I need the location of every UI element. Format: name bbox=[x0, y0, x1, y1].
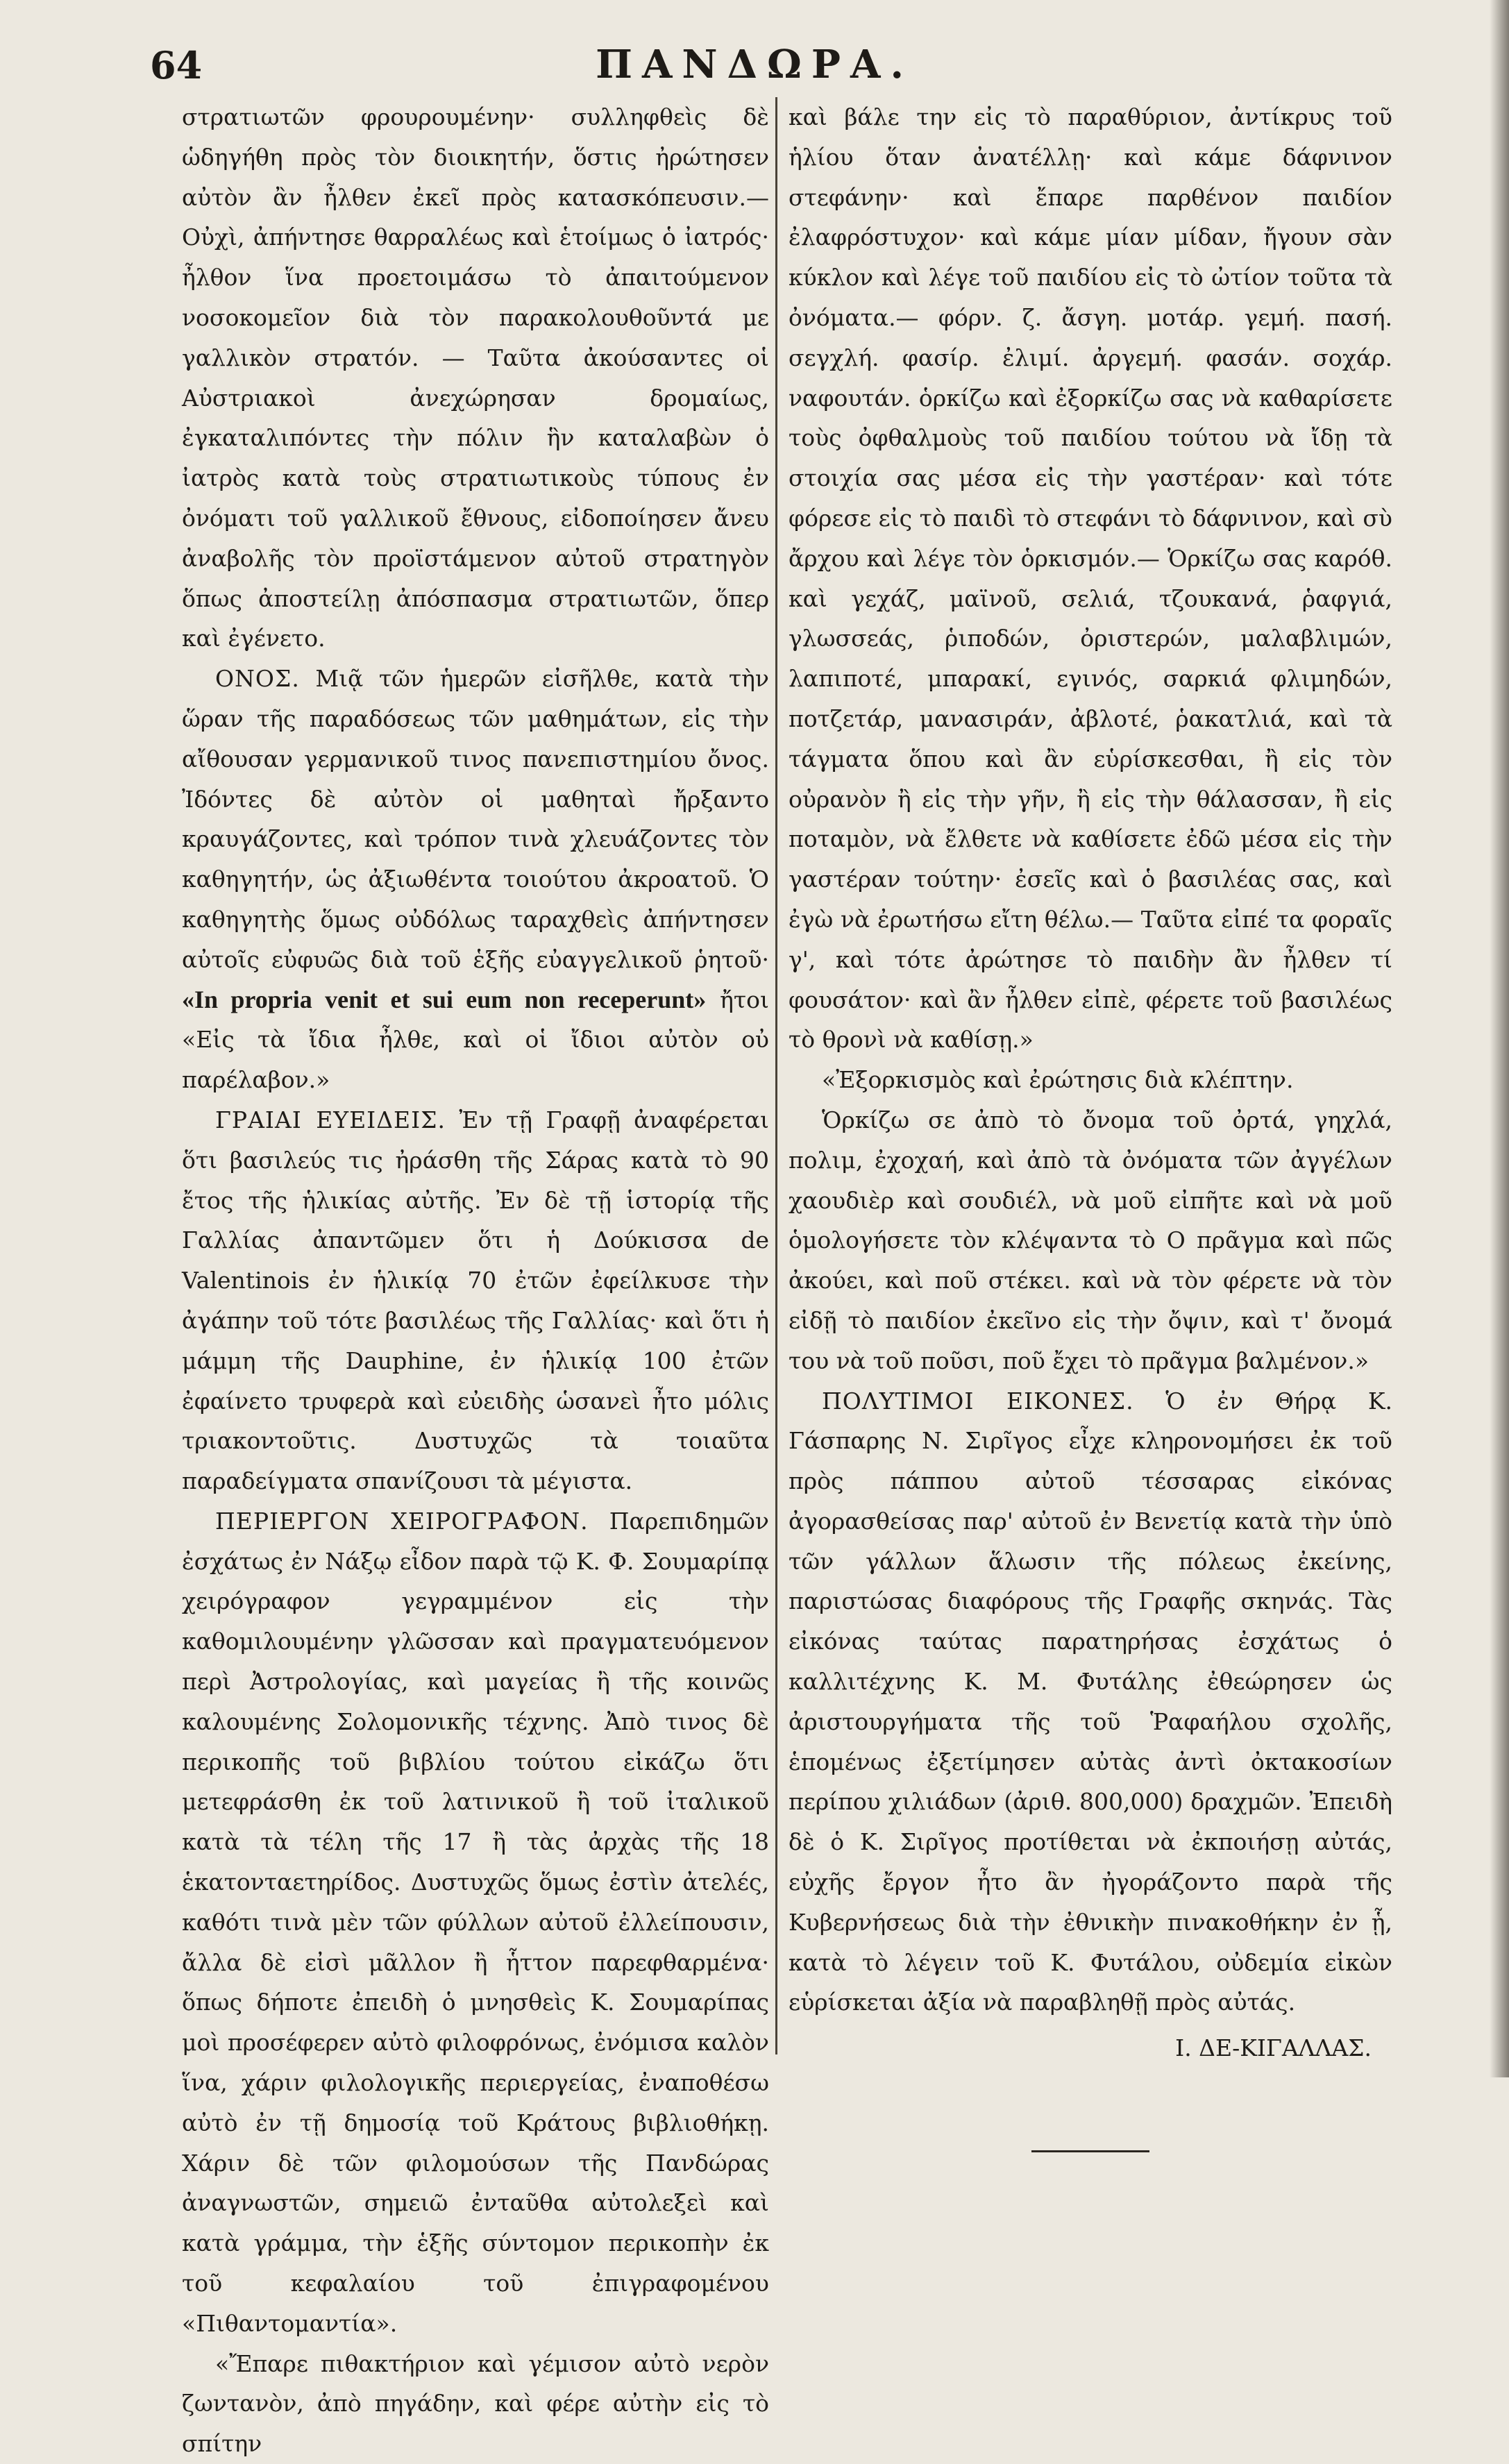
right-column bbox=[789, 97, 1392, 2062]
page-number: 64 bbox=[150, 43, 203, 87]
article-text: στρατιωτῶν φρουρουμένην· συλληφθεὶς δὲ ὡδηγήθη πρὸς τὸν διοικητήν, ὅστις ἠρώτησεν αὐτὸν ἂν ἦλθεν ἐκεῖ πρὸς κατασκόπευσιν.— Οὐχὶ, ἀπήντησε θαρραλέως καὶ ἑτοίμως ὁ ἰατρός· ἦλθον ἵνα προετοιμάσω τὸ ἀπαιτούμενον νοσοκομεῖον διὰ τὸν παρακολουθοῦντά με γαλλικὸν στρατόν. — Ταῦτα ἀκούσαντες οἱ Αὐστριακοὶ ἀνεχώρησαν δρομαίως, ἐγκαταλιπόντες τὴν πόλιν ἣν καταλαβὼν ὁ ἰατρὸς κατὰ τοὺς στρατιωτικοὺς τύπους ἐν ὀνόματι τοῦ γαλλικοῦ ἔθνους, εἰδοποίησεν ἄνευ ἀναβολῆς τὸν προϊστάμενον αὐτοῦ στρατηγὸν ὅπως ἀποστείλῃ ἀπόσπασμα στρατιωτῶν, ὅπερ καὶ ἐγένετο. bbox=[182, 103, 769, 652]
article-graiai bbox=[182, 1100, 769, 1501]
end-rule bbox=[1031, 2150, 1149, 2152]
article-cheirografon bbox=[182, 1501, 769, 2344]
article-continuation bbox=[182, 97, 769, 659]
article-text: Ὁρκίζω σε ἀπὸ τὸ ὄνομα τοῦ ὀρτά, γηχλά, πολιμ, ἐχοχαή, καὶ ἀπὸ τὰ ὀνόματα τῶν ἀγγέλων χαουδιὲρ καὶ σουδιέλ, νὰ μοῦ εἰπῆτε καὶ νὰ μοῦ ὁμολογήσετε τὸν κλέψαντα τὸ Ο πρᾶγμα καὶ πῶς ἀκούει, καὶ ποῦ στέκει. καὶ νὰ τὸν φέρετε νὰ τὸν εἰδῇ τὸ παιδίον ἐκεῖνο εἰς τὴν ὄψιν, καὶ τ' ὄνομά του νὰ τοῦ ποῦσι, ποῦ ἔχει τὸ πρᾶγμα βαλμένον.» bbox=[789, 1106, 1392, 1374]
author-signature: Ι. ΔΕ-ΚΙΓΑΛΛΑΣ. bbox=[1175, 2034, 1372, 2062]
article-text: Ὁ ἐν Θήρᾳ Κ. Γάσπαρης Ν. Σιρῖγος εἶχε κληρονομήσει ἐκ τοῦ πρὸς πάππου αὐτοῦ τέσσαρας εἰκόνας ἀγορασθείσας παρ' αὐτοῦ ἐν Βενετίᾳ κατὰ τὴν ὑπὸ τῶν γάλλων ἅλωσιν τῆς πόλεως ἐκείνης, παριστώσας διαφόρους τῆς Γραφῆς σκηνάς. Τὰς εἰκόνας ταύτας παρατηρήσας ἐσχάτως ὁ καλλιτέχνης Κ. Μ. Φυτάλης ἐθεώρησεν ὡς ἀριστουργήματα τῆς τοῦ Ῥαφαήλου σχολῆς, ἑπομένως ἐξετίμησεν αὐτὰς ἀντὶ ὀκτακοσίων περίπου χιλιάδων (ἀριθ. 800,000) δραχμῶν. Ἐπειδὴ δὲ ὁ Κ. Σιρῖγος προτίθεται νὰ ἐκποιήσῃ αὐτάς, εὐχῆς ἔργον ἦτο ἂν ἠγοράζοντο παρὰ τῆς Κυβερνήσεως διὰ τὴν ἐθνικὴν πινακοθήκην ἐν ᾗ, κατὰ τὸ λέγειν τοῦ Κ. Φυτάλου, οὐδεμία εἰκὼν εὑρίσκεται ἀξία νὰ παραβληθῇ πρὸς αὐτάς. bbox=[789, 1387, 1392, 2016]
article-text: Ἐν τῇ Γραφῇ ἀναφέρεται ὅτι βασιλεύς τις ἠράσθη τῆς Σάρας κατὰ τὸ 90 ἔτος τῆς ἡλικίας αὐτῆς. Ἐν δὲ τῇ ἱστορίᾳ τῆς Γαλλίας ἀπαντῶμεν ὅτι ἡ Δούκισσα de Valentinois ἐν ἡλικίᾳ 70 ἐτῶν ἐφείλκυσε τὴν ἀγάπην τοῦ τότε βασιλέως τῆς Γαλλίας· καὶ ὅτι ἡ μάμμη τῆς Dauphine, ἐν ἡλικίᾳ 100 ἐτῶν ἐφαίνετο τρυφερὰ καὶ εὐειδὴς ὡσανεὶ ἦτο μόλις τριακοντοῦτις. Δυστυχῶς τὰ τοιαῦτα παραδείγματα σπανίζουσι τὰ μέγιστα. bbox=[182, 1106, 769, 1495]
article-heading: ΠΟΛΥΤΙΜΟΙ ΕΙΚΟΝΕΣ. bbox=[822, 1387, 1134, 1415]
article-text: «Ἐξορκισμὸς καὶ ἐρώτησις διὰ κλέπτην. bbox=[822, 1066, 1294, 1094]
article-text: καὶ βάλε την εἰς τὸ παραθύριον, ἀντίκρυς τοῦ ἡλίου ὅταν ἀνατέλλῃ· καὶ κάμε δάφνινον στεφάνην· καὶ ἔπαρε παρθένον παιδίον ἐλαφρόστυχον· καὶ κάμε μίαν μίδαν, ἤγουν σὰν κύκλον καὶ λέγε τοῦ παιδίου εἰς τὸ ὠτίον τοῦτα τὰ ὀνόματα.— φόρν. ζ. ἄσγη. μοτάρ. γεμή. πασή. σεγχλή. φασίρ. ἐλιμί. ἀργεμή. φασάν. σοχάρ. ναφουτάν. ὁρκίζω καὶ ἐξορκίζω σας νὰ καθαρίσετε τοὺς ὀφθαλμοὺς τοῦ παιδίου τούτου νὰ ἴδῃ τὰ στοιχία σας μέσα εἰς τὴν γαστέραν· καὶ τότε φόρεσε εἰς τὸ παιδὶ τὸ στεφάνι τὸ δάφνινον, καὶ σὺ ἄρχου καὶ λέγε τὸν ὁρκισμόν.— Ὁρκίζω σας καρόθ. καὶ γεχάζ, μαϊνοῦ, σελιά, τζουκανά, ῥαφγιά, γλωσσεάς, ῥιποδών, ὀριστερών, μαλαβλιμών, λαπιποτέ, μπαρακί, εγινός, σαρκιά φλιμηδών, ποτζετάρ, μανασιράν, ἀβλοτέ, ῥακατλιά, καὶ τὰ τάγματα ὅπου καὶ ἂν εὑρίσκεσθαι, ἢ εἰς τὸν οὐρανὸν ἢ εἰς τὴν γῆν, ἢ εἰς τὴν θάλασσαν, ἢ εἰς ποταμὸν, νὰ ἔλθετε νὰ καθίσετε ἐδῶ μέσα εἰς τὴν γαστέραν τούτην· ἐσεῖς καὶ ὁ βασιλέας σας, καὶ ἐγὼ νὰ ἐρωτήσω εἴτη θέλω.— Ταῦτα εἰπέ τα φοραῖς γ', καὶ τότε ἀρώτησε τὸ παιδὴν ἂν ἦλθεν τί φουσάτον· καὶ ἂν ἦλθεν εἰπὲ, φέρετε τοῦ βασιλέως τὸ θρονὶ νὰ καθίσῃ.» bbox=[789, 103, 1392, 1054]
article-text: Μιᾷ τῶν ἡμερῶν εἰσῆλθε, κατὰ τὴν ὥραν τῆς παραδόσεως τῶν μαθημάτων, εἰς τὴν αἴθουσαν γερμανικοῦ τινος πανεπιστημίου ὄνος. Ἰδόντες δὲ αὐτὸν οἱ μαθηταὶ ἤρξαντο κραυγάζοντες, καὶ τρόπον τινὰ χλευάζοντες τὸν καθηγητήν, ὡς ἀξιωθέντα τοιούτου ἀκροατοῦ. Ὁ καθηγητὴς ὅμως οὐδόλως ταραχθεὶς ἀπήντησεν αὐτοῖς εὐφυῶς διὰ τοῦ ἑξῆς εὐαγγελικοῦ ῥητοῦ· bbox=[182, 665, 769, 973]
quotation-body bbox=[789, 1100, 1392, 1381]
article-heading: ΟΝΟΣ. bbox=[215, 665, 300, 693]
article-heading: ΠΕΡΙΕΡΓΟΝ ΧΕΙΡΟΓΡΑΦΟΝ. bbox=[215, 1507, 589, 1535]
quotation-start bbox=[182, 2344, 769, 2464]
latin-quote: «In propria venit et sui eum non receperunt» bbox=[182, 985, 707, 1013]
article-onos bbox=[182, 659, 769, 1100]
journal-title: ΠΑΝΔΩΡΑ. bbox=[596, 42, 913, 87]
article-eikones bbox=[789, 1381, 1392, 2023]
quotation-subheading bbox=[789, 1060, 1392, 1100]
quotation-continuation bbox=[789, 97, 1392, 1060]
column-divider bbox=[775, 97, 777, 2054]
article-text: ἤτοι «Εἰς τὰ ἴδια ἦλθε, καὶ οἱ ἴδιοι αὐτὸν οὐ παρέλαβον.» bbox=[182, 986, 769, 1094]
article-text: «Ἔπαρε πιθακτήριον καὶ γέμισον αὐτὸ νερὸν ζωντανὸν, ἀπὸ πηγάδην, καὶ φέρε αὐτὴν εἰς τὸ σπίτην bbox=[182, 2349, 769, 2458]
article-text: Παρεπιδημῶν ἐσχάτως ἐν Νάξῳ εἶδον παρὰ τῷ Κ. Φ. Σουμαρίπᾳ χειρόγραφον γεγραμμένον εἰς τὴν καθομιλουμένην γλῶσσαν καὶ πραγματευόμενον περὶ Ἀστρολογίας, καὶ μαγείας ἢ τῆς κοινῶς καλουμένης Σολομονικῆς τέχνης. Ἀπὸ τινος δὲ περικοπῆς τοῦ βιβλίου τούτου εἰκάζω ὅτι μετεφράσθη ἐκ τοῦ λατινικοῦ ἢ τοῦ ἰταλικοῦ κατὰ τὰ τέλη τῆς 17 ἢ τὰς ἀρχὰς τῆς 18 ἑκατονταετηρίδος. Δυστυχῶς ὅμως ἐστὶν ἀτελές, καθότι τινὰ μὲν τῶν φύλλων αὐτοῦ ἐλλείπουσιν, ἄλλα δὲ εἰσὶ μᾶλλον ἢ ἧττον παρεφθαρμένα· ὅπως δήποτε ἐπειδὴ ὁ μνησθεὶς Κ. Σουμαρίπας μοὶ προσέφερεν αὐτὸ φιλοφρόνως, ἐνόμισα καλὸν ἵνα, χάριν φιλολογικῆς περιεργείας, ἐναποθέσω αὐτὸ ἐν τῇ δημοσίᾳ τοῦ Κράτους βιβλιοθήκῃ. Χάριν δὲ τῶν φιλομούσων τῆς Πανδώρας ἀναγνωστῶν, σημειῶ ἐνταῦθα αὐτολεξεὶ καὶ κατὰ γράμμα, τὴν ἑξῆς σύντομον περικοπὴν ἐκ τοῦ κεφαλαίου τοῦ ἐπιγραφομένου «Πιθαντομαντία». bbox=[182, 1507, 769, 2337]
left-column bbox=[182, 97, 769, 2458]
article-heading: ΓΡΑΙΑΙ ΕΥΕΙΔΕΙΣ. bbox=[215, 1106, 446, 1133]
